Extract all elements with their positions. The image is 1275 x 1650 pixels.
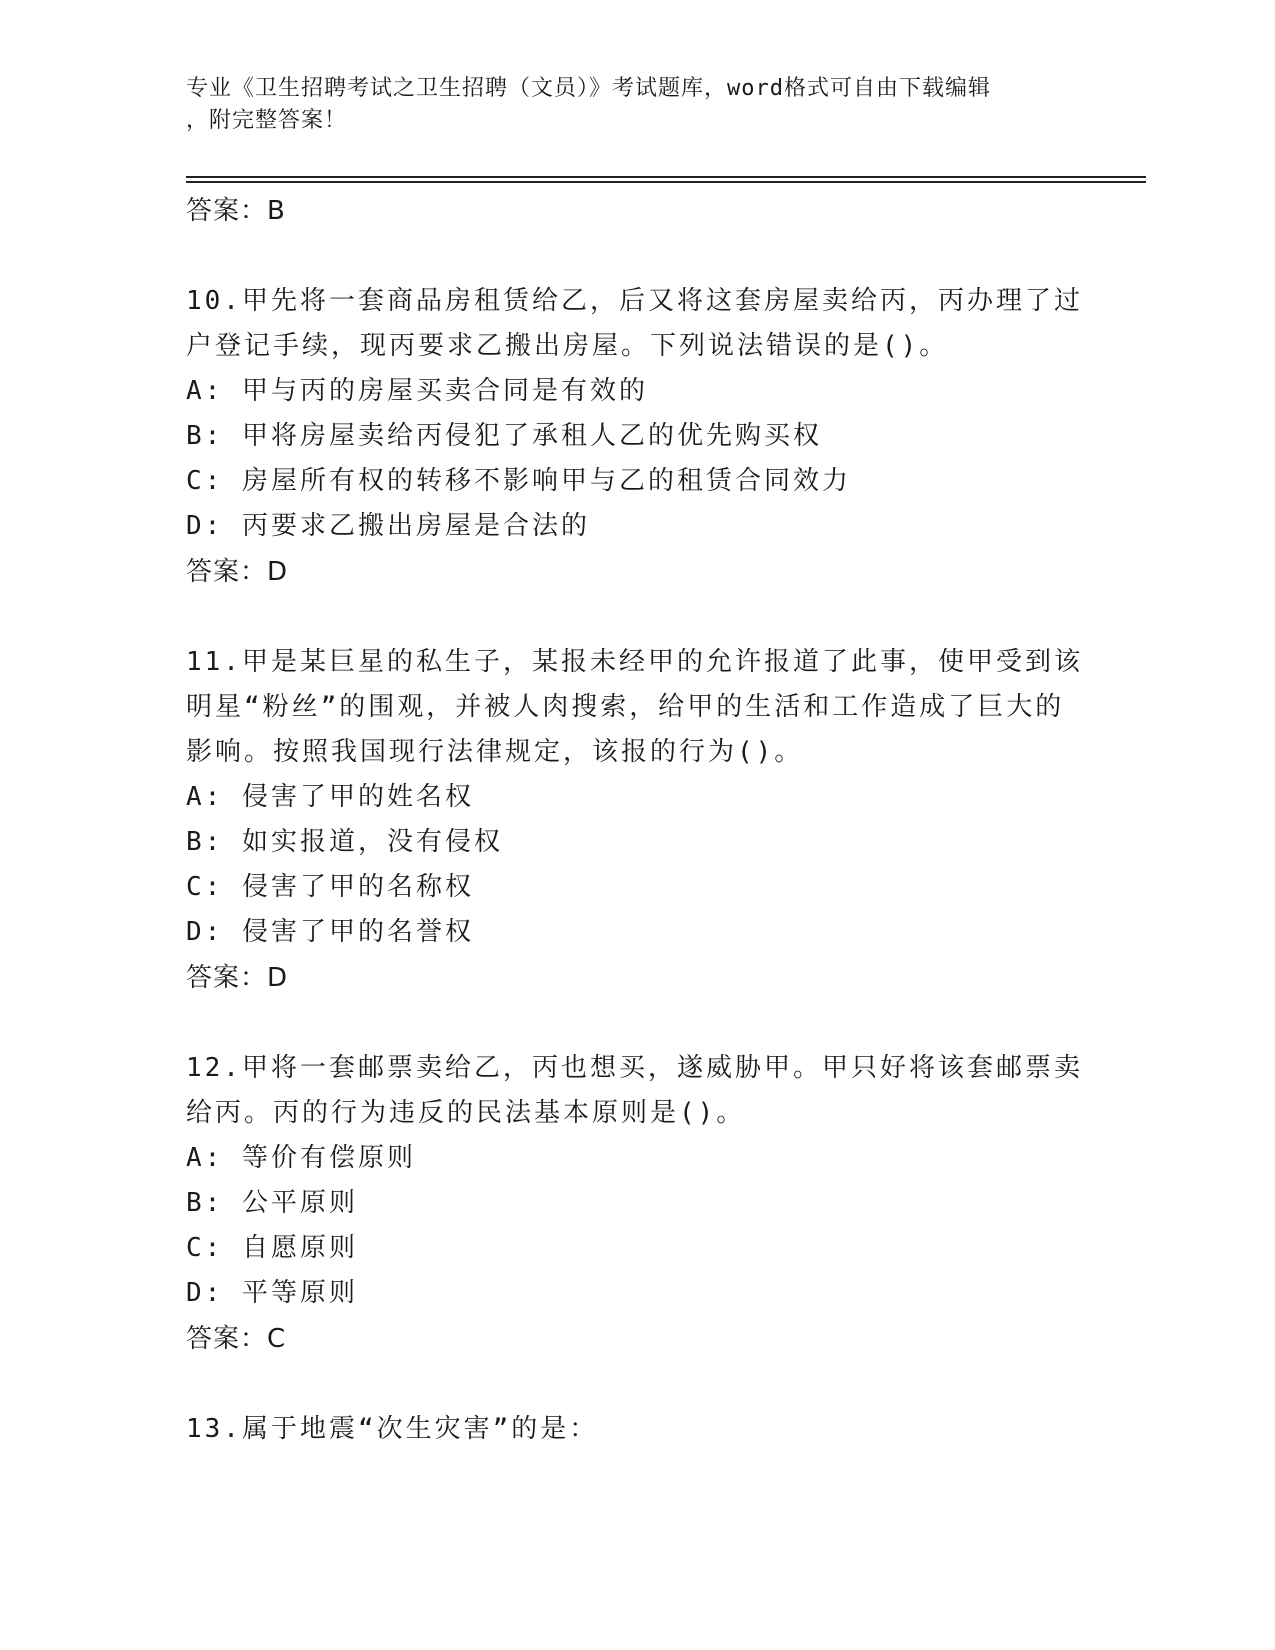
option-a: A: 侵害了甲的姓名权 <box>186 782 474 812</box>
answer: 答案：C <box>186 1324 287 1354</box>
header-line-1: 专业《卫生招聘考试之卫生招聘（文员）》考试题库，word格式可自由下载编辑 <box>186 76 991 101</box>
option-b: B: 公平原则 <box>186 1188 358 1218</box>
question-stem: 11.甲是某巨星的私生子，某报未经甲的允许报道了此事，使甲受到该明星“粉丝”的围观，并被人肉搜索，给甲的生活和工作造成了巨大的影响。按照我国现行法律规定，该报的行为()。 <box>186 647 1083 767</box>
option-c: C: 房屋所有权的转移不影响甲与乙的租赁合同效力 <box>186 466 851 496</box>
question-list <box>186 188 1086 1452</box>
option-d: D: 侵害了甲的名誉权 <box>186 917 474 947</box>
header-rule-top <box>186 176 1146 178</box>
option-a: A: 甲与丙的房屋买卖合同是有效的 <box>186 376 648 406</box>
question-stem: 10.甲先将一套商品房租赁给乙，后又将这套房屋卖给丙，丙办理了过户登记手续，现丙要求乙搬出房屋。下列说法错误的是()。 <box>186 286 1083 361</box>
question-13 <box>186 1407 1086 1452</box>
option-b: B: 甲将房屋卖给丙侵犯了承租人乙的优先购买权 <box>186 421 822 451</box>
question-10 <box>186 279 1086 595</box>
header-rule-bottom <box>186 181 1146 183</box>
option-c: C: 侵害了甲的名称权 <box>186 872 474 902</box>
question-stem: 12.甲将一套邮票卖给乙，丙也想买，遂威胁甲。甲只好将该套邮票卖给丙。丙的行为违反的民法基本原则是()。 <box>186 1053 1083 1128</box>
answer: 答案：D <box>186 963 289 993</box>
option-a: A: 等价有偿原则 <box>186 1143 416 1173</box>
answer: 答案：D <box>186 557 289 587</box>
option-c: C: 自愿原则 <box>186 1233 358 1263</box>
document-header <box>186 73 1066 137</box>
question-stem: 13.属于地震“次生灾害”的是： <box>186 1414 599 1444</box>
option-b: B: 如实报道，没有侵权 <box>186 827 503 857</box>
previous-answer: 答案：B <box>186 196 286 226</box>
header-line-2: ，附完整答案！ <box>186 108 348 133</box>
option-d: D: 丙要求乙搬出房屋是合法的 <box>186 511 590 541</box>
option-d: D: 平等原则 <box>186 1278 358 1308</box>
question-12 <box>186 1046 1086 1362</box>
question-11 <box>186 640 1086 1001</box>
